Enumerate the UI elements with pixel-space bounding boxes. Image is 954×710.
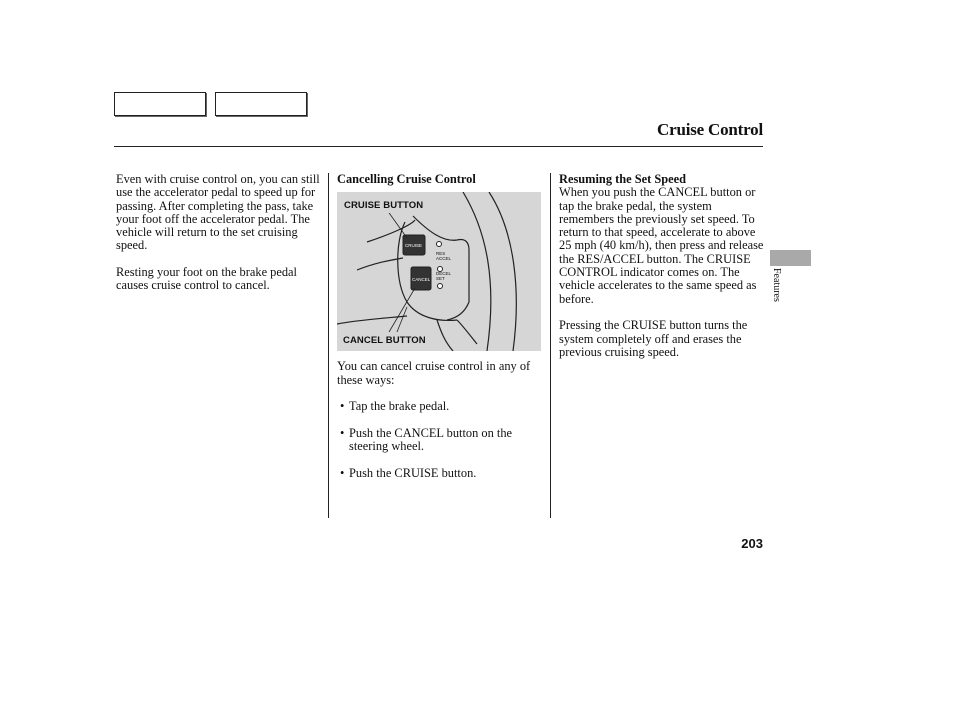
right-column xyxy=(559,173,765,372)
cruise-button-text: CRUISE xyxy=(405,243,423,249)
section-heading-resuming: Resuming the Set Speed xyxy=(559,172,687,186)
paragraph-passing: Even with cruise control on, you can still use the accelerator pedal to speed up for passing. After completing the pass, take your foot off the accelerator pedal. The vehicle will return to the set cruising speed. xyxy=(116,172,320,253)
bullet-glyph: • xyxy=(340,399,345,414)
column-divider-left xyxy=(328,173,329,518)
decel-button-text: DECEL xyxy=(436,271,452,277)
section-tab-marker xyxy=(770,250,811,266)
cancel-methods-list xyxy=(337,400,543,480)
bullet-glyph: • xyxy=(340,425,345,440)
section-side-label: Features xyxy=(771,268,782,302)
middle-column xyxy=(337,173,543,493)
cruise-button-label: CRUISE BUTTON xyxy=(344,200,424,212)
left-column xyxy=(116,173,322,306)
cancel-button-label: CANCEL BUTTON xyxy=(343,335,426,347)
header-divider xyxy=(114,146,763,147)
page-title: Cruise Control xyxy=(657,120,763,139)
list-item-text: Push the CANCEL button on the steering wheel. xyxy=(349,425,513,454)
cancel-leader-line xyxy=(389,288,415,332)
nav-button-previous[interactable] xyxy=(114,92,206,116)
res-button-text: RES xyxy=(436,251,446,257)
list-item-text: Push the CRUISE button. xyxy=(349,465,477,480)
accel-button-text: ACCEL xyxy=(436,256,452,262)
list-item xyxy=(337,427,543,454)
paragraph-brake-cancel: Resting your foot on the brake pedal causes cruise control to cancel. xyxy=(116,265,297,293)
paragraph-resume: When you push the CANCEL button or tap the brake pedal, the system remembers the previously set speed. To return to that speed, accelerate to above 25 mph (40 km/h), then press and release the RES/ACCEL button. The CRUISE CONTROL indicator comes on. The vehicle accelerates to the same speed as before. xyxy=(559,185,764,306)
wheel-rim-outer xyxy=(463,192,491,351)
cancel-button-text: CANCEL xyxy=(412,277,431,283)
bullet-glyph: • xyxy=(340,465,345,480)
set-button-text: SET xyxy=(436,276,445,282)
wheel-rim-edge xyxy=(489,192,516,351)
list-item xyxy=(337,467,543,480)
nav-button-next[interactable] xyxy=(215,92,307,116)
list-item xyxy=(337,400,543,413)
paragraph-cruise-off: Pressing the CRUISE button turns the system completely off and erases the previous cruising speed. xyxy=(559,318,748,359)
page-number: 203 xyxy=(741,536,763,551)
steering-wheel-figure xyxy=(337,192,541,351)
steering-wheel-illustration xyxy=(337,192,541,351)
paragraph-cancel-intro: You can cancel cruise control in any of these ways: xyxy=(337,359,531,387)
section-heading-cancelling: Cancelling Cruise Control xyxy=(337,172,476,186)
list-item-text: Tap the brake pedal. xyxy=(349,399,450,414)
column-divider-right xyxy=(550,173,551,518)
